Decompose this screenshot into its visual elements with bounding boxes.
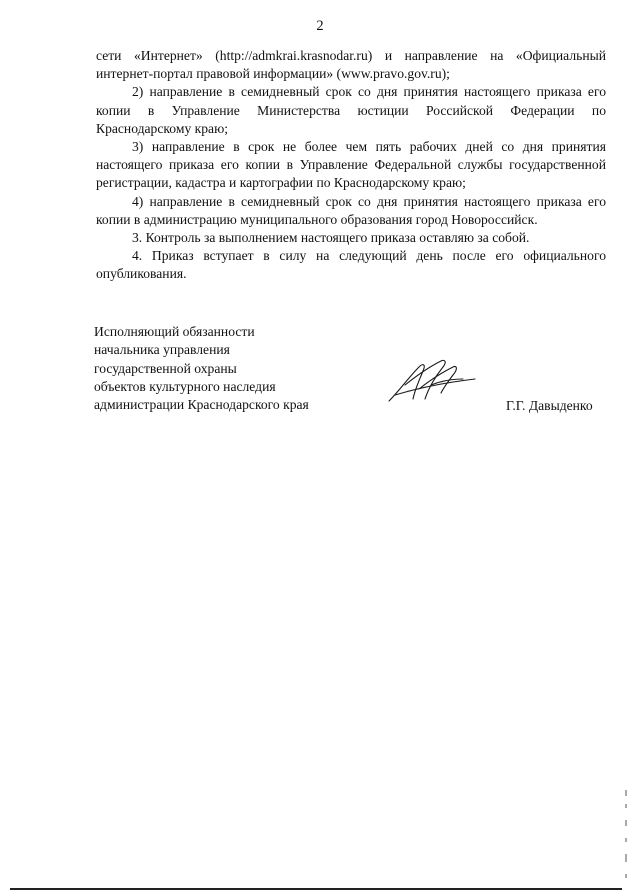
- paragraph-clause-4: 4. Приказ вступает в силу на следующий день после его официального опубликования.: [96, 248, 606, 282]
- handwritten-signature: [385, 355, 480, 407]
- signatory-name: Г.Г. Давыденко: [506, 398, 593, 413]
- position-line: государственной охраны: [94, 360, 237, 376]
- paragraph-clause-3: 3. Контроль за выполнением настоящего приказа оставляю за собой.: [132, 230, 530, 246]
- position-line: объектов культурного наследия: [94, 378, 276, 394]
- position-line: Исполняющий обязанности: [94, 324, 255, 339]
- position-line: начальника управления: [94, 342, 230, 358]
- signatory-position: [94, 323, 309, 414]
- scan-artifact-bottom: [10, 888, 622, 890]
- paragraph-item-2: 2) направление в семидневный срок со дня принятия настоящего приказа его копии в Управление Министерства юстиции Российской Федерации по Краснодарскому краю;: [96, 84, 606, 136]
- paragraph-continuation: сети «Интернет» (http://admkrai.krasnodar.ru) и направление на «Официальный интернет-портал правовой информации» (www.pravo.gov.ru);: [96, 48, 606, 82]
- paragraph-item-4: 4) направление в семидневный срок со дня принятия настоящего приказа его копии в администрацию муниципального образования город Новороссийск.: [96, 193, 606, 227]
- scan-artifact-right: [624, 790, 628, 890]
- document-body: [96, 47, 606, 284]
- position-line: администрации Краснодарского края: [94, 397, 309, 413]
- paragraph-item-3: 3) направление в срок не более чем пять рабочих дней со дня принятия настоящего приказа его копии в Управление Федеральной службы государственной регистрации, кадастра и картографии по Краснодарскому краю;: [96, 139, 606, 191]
- page-number: 2: [316, 18, 324, 34]
